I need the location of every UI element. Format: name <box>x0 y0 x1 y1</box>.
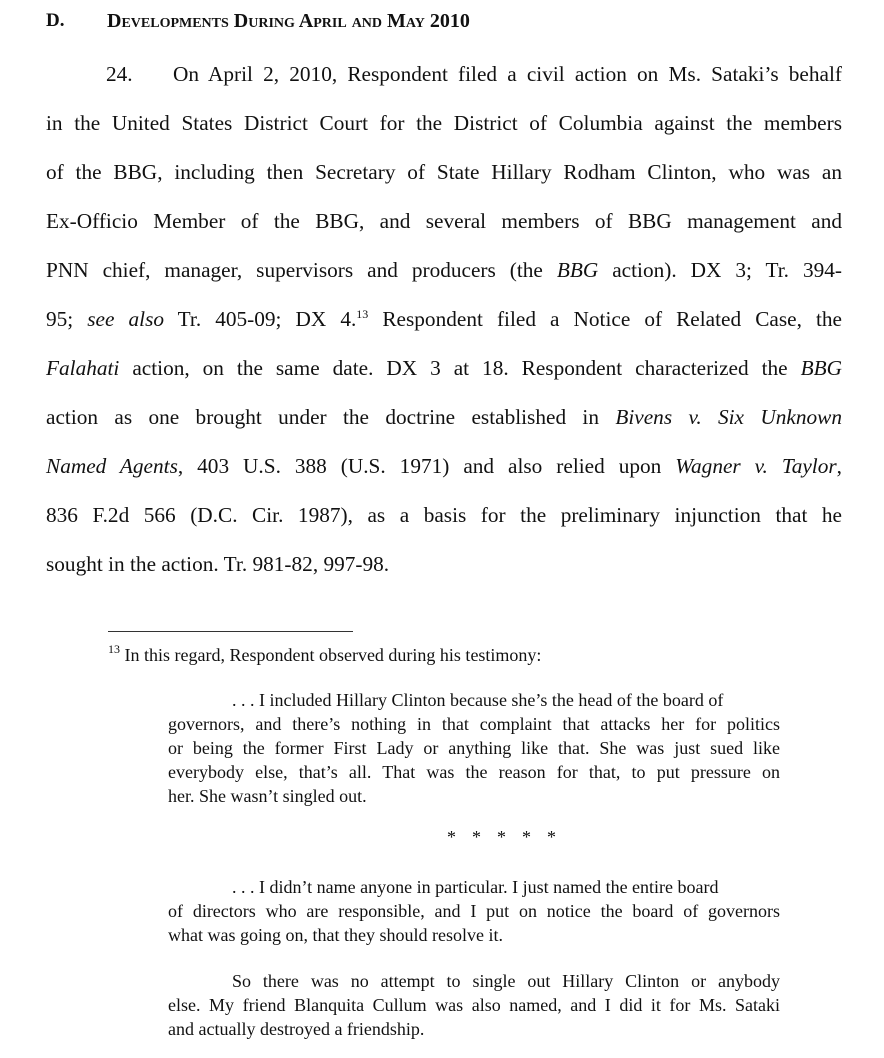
footnote-intro <box>108 642 542 666</box>
star: * <box>447 827 456 847</box>
paragraph-line-5: PNN chief, manager, supervisors and producers (the BBG action). DX 3; Tr. 394- <box>46 258 842 282</box>
quote1-line-2: governors, and there’s nothing in that complaint that attacks her for politics <box>168 714 780 734</box>
quote2-line-3: what was going on, that they should resolve it. <box>168 925 503 945</box>
paragraph-line-10: 836 F.2d 566 (D.C. Cir. 1987), as a basis for the preliminary injunction that he <box>46 503 842 527</box>
star: * <box>522 827 531 847</box>
quote3-line-1: So there was no attempt to single out Hillary Clinton or anybody <box>232 971 780 991</box>
section-letter: D. <box>46 10 65 31</box>
footnote-number: 13 <box>108 642 120 656</box>
quote1-line-1: . . . I included Hillary Clinton because she’s the head of the board of <box>232 690 724 710</box>
paragraph-line-6: 95; see also Tr. 405-09; DX 4.13 Respondent filed a Notice of Related Case, the <box>46 307 842 331</box>
quote2-line-1: . . . I didn’t name anyone in particular. I just named the entire board <box>232 877 719 897</box>
paragraph-line-8: action as one brought under the doctrine established in Bivens v. Six Unknown <box>46 405 842 429</box>
footnote-intro-text: In this regard, Respondent observed during his testimony: <box>124 645 542 665</box>
quote1-line-4: everybody else, that’s all. That was the reason for that, to put pressure on <box>168 762 780 782</box>
paragraph-line-3: of the BBG, including then Secretary of State Hillary Rodham Clinton, who was an <box>46 160 842 184</box>
quote1-line-3: or being the former First Lady or anything like that. She was just sued like <box>168 738 780 758</box>
paragraph-line-2: in the United States District Court for the District of Columbia against the members <box>46 111 842 135</box>
paragraph-line-9: Named Agents, 403 U.S. 388 (U.S. 1971) and also relied upon Wagner v. Taylor, <box>46 454 842 478</box>
quote3-line-3: and actually destroyed a friendship. <box>168 1019 425 1039</box>
paragraph-line-4: Ex-Officio Member of the BBG, and several members of BBG management and <box>46 209 842 233</box>
star: * <box>547 827 556 847</box>
quote1-line-5: her. She wasn’t singled out. <box>168 786 367 806</box>
star: * <box>472 827 481 847</box>
section-title: Developments During April and May 2010 <box>107 10 470 32</box>
ellipsis-stars <box>447 827 572 848</box>
footnote-separator <box>108 631 353 632</box>
quote2-line-2: of directors who are responsible, and I put on notice the board of governors <box>168 901 780 921</box>
star: * <box>497 827 506 847</box>
quote3-line-2: else. My friend Blanquita Cullum was also named, and I did it for Ms. Sataki <box>168 995 780 1015</box>
paragraph-line-7: Falahati action, on the same date. DX 3 at 18. Respondent characterized the BBG <box>46 356 842 380</box>
paragraph-line-11: sought in the action. Tr. 981-82, 997-98. <box>46 552 390 576</box>
